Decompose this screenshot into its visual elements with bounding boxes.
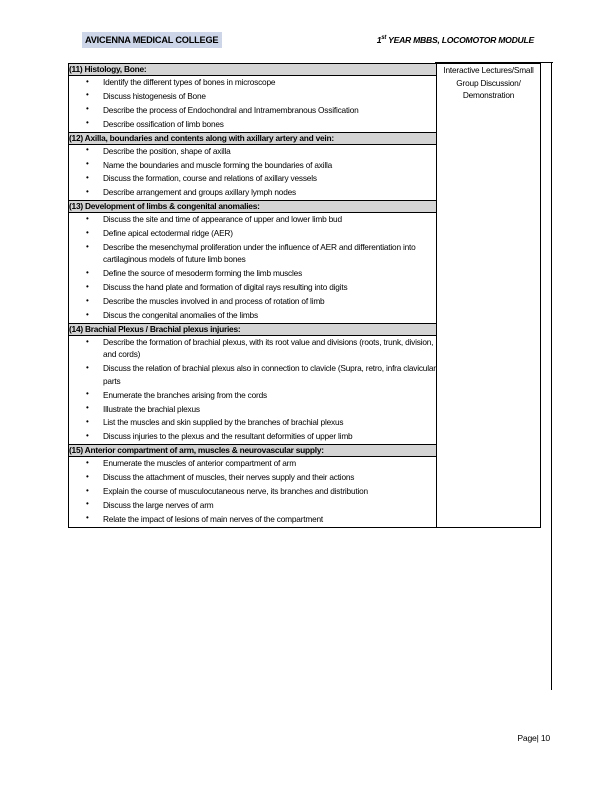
list-item: • Describe arrangement and groups axillary lymph nodes — [103, 186, 436, 198]
college-name: AVICENNA MEDICAL COLLEGE — [82, 32, 222, 48]
list-item: • Discuss the site and time of appearance of upper and lower limb bud — [103, 213, 436, 225]
section-heading: (12) Axilla, boundaries and contents along with axillary artery and vein: — [69, 132, 437, 144]
module-year-suffix: st — [381, 35, 387, 42]
module-title — [377, 34, 534, 46]
list-item: • List the muscles and skin supplied by the branches of brachial plexus — [103, 416, 436, 428]
list-item: • Identify the different types of bones in microscope — [103, 76, 436, 88]
list-item: • Discuss the hand plate and formation of digital rays resulting into digits — [103, 281, 436, 293]
right-column-divider — [551, 62, 552, 690]
list-item: • Relate the impact of lesions of main nerves of the compartment — [103, 513, 436, 525]
list-item: • Describe the process of Endochondral and Intramembranous Ossification — [103, 104, 436, 116]
page-footer: Page| 10 — [517, 733, 550, 743]
list-item: • Define apical ectodermal ridge (AER) — [103, 227, 436, 239]
list-item: • Explain the course of musculocutaneous nerve, its branches and distribution — [103, 485, 436, 497]
section-objectives — [69, 76, 437, 133]
list-item: • Enumerate the muscles of anterior compartment of arm — [103, 457, 436, 469]
section-heading: (15) Anterior compartment of arm, muscles & neurovascular supply: — [69, 445, 437, 457]
list-item: • Define the source of mesoderm forming the limb muscles — [103, 267, 436, 279]
list-item: • Discuss the large nerves of arm — [103, 499, 436, 511]
list-item: • Describe ossification of limb bones — [103, 118, 436, 130]
module-title-rest: YEAR MBBS, LOCOMOTOR MODULE — [386, 35, 534, 45]
list-item: • Discuss the attachment of muscles, their nerves supply and their actions — [103, 471, 436, 483]
section-objectives — [69, 213, 437, 324]
section-heading: (13) Development of limbs & congenital anomalies: — [69, 201, 437, 213]
list-item: • Name the boundaries and muscle forming the boundaries of axilla — [103, 159, 436, 171]
teaching-mode-cell: Interactive Lectures/Small Group Discussion/ Demonstration — [437, 64, 541, 528]
list-item: • Describe the formation of brachial plexus, with its root value and divisions (roots, trunk, division, and cords) — [103, 336, 436, 361]
list-item: • Discuss the formation, course and relations of axillary vessels — [103, 172, 436, 184]
objective-list — [69, 336, 436, 443]
module-year-number: 1 — [376, 35, 382, 45]
objective-list — [69, 145, 436, 199]
list-item: • Discuss histogenesis of Bone — [103, 90, 436, 102]
objective-list — [69, 213, 436, 321]
objective-list — [69, 76, 436, 130]
section-heading: (14) Brachial Plexus / Brachial plexus injuries: — [69, 324, 437, 336]
section-objectives — [69, 336, 437, 445]
list-item: • Discuss the relation of brachial plexus also in connection to clavicle (Supra, retro, infra clavicular parts — [103, 362, 436, 387]
objective-list — [69, 457, 436, 525]
list-item: • Describe the mesenchymal proliferation under the influence of AER and differentiation into cartilaginous models of future limb bones — [103, 241, 436, 266]
section-heading: (11) Histology, Bone: — [69, 64, 437, 76]
section-objectives — [69, 144, 437, 201]
list-item: • Discus the congenital anomalies of the limbs — [103, 309, 436, 321]
section-objectives — [69, 457, 437, 528]
document-header — [68, 32, 550, 54]
list-item: • Enumerate the branches arising from the cords — [103, 389, 436, 401]
curriculum-table-body — [69, 64, 541, 528]
curriculum-table — [68, 63, 541, 528]
list-item: • Illustrate the brachial plexus — [103, 403, 436, 415]
table-row — [69, 64, 541, 76]
list-item: • Describe the position, shape of axilla — [103, 145, 436, 157]
list-item: • Discuss injuries to the plexus and the resultant deformities of upper limb — [103, 430, 436, 442]
list-item: • Describe the muscles involved in and process of rotation of limb — [103, 295, 436, 307]
